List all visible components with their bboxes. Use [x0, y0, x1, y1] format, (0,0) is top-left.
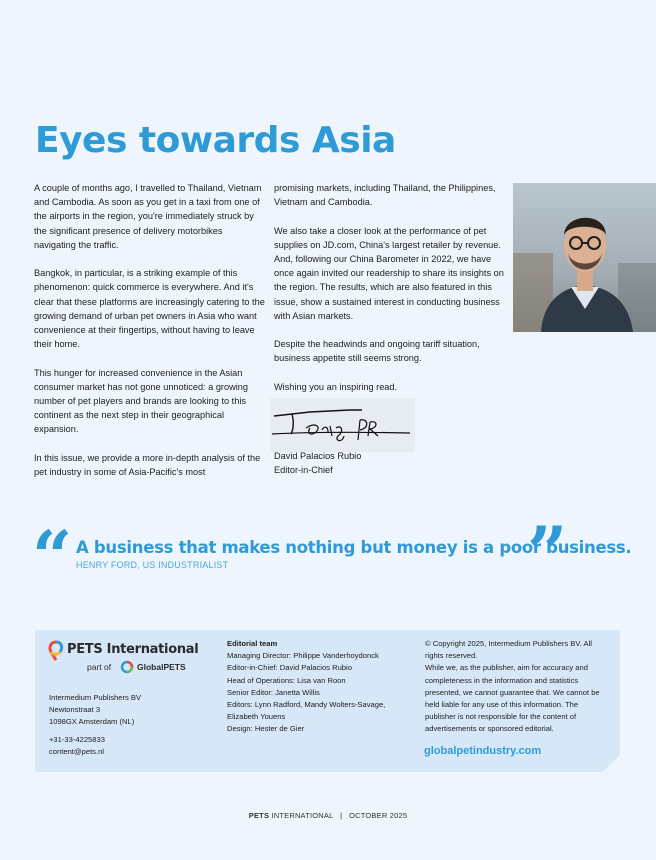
pets-international-logo: [47, 640, 207, 680]
address-line: Intermedium Publishers BV: [49, 693, 142, 702]
paragraph: Despite the headwinds and ongoing tariff situation, business appetite still seems strong.: [274, 339, 480, 364]
logo-wordmark: PETS International: [67, 642, 199, 657]
paragraph: promising markets, including Thailand, the Philippines, Vietnam and Cambodia.: [274, 183, 496, 208]
phone-number: +31-33-4225833: [49, 734, 105, 744]
logo-partof: part of: [87, 662, 112, 672]
editorial-line: Managing Director: Philippe Vanderhoydonck: [227, 651, 379, 661]
logo-partner: GlobalPETS: [137, 662, 186, 672]
editorial-heading: Editorial team: [227, 639, 278, 648]
paragraph: A couple of months ago, I travelled to Thailand, Vietnam and Cambodia. As soon as you get in a taxi from one of the airports in the region, you're immediately struck by the significant presence of delivery motorbikes navigating the traffic.: [34, 183, 262, 250]
paragraph: Wishing you an inspiring read.: [274, 381, 398, 392]
footer-issue: OCTOBER 2025: [349, 811, 408, 820]
article-column-2: [274, 181, 506, 408]
editorial-team: [227, 638, 412, 736]
address-line: 1098GX Amsterdam (NL): [49, 717, 135, 727]
editorial-line: Editors: Lynn Radford, Mandy Wolters-Savage, Elizabeth Youens: [227, 700, 386, 722]
address-line: Newtonstraat 3: [49, 705, 101, 715]
quote-author: HENRY FORD, US INDUSTRIALIST: [76, 560, 229, 570]
author-photo: [513, 183, 656, 332]
author-role: Editor-in-Chief: [274, 465, 333, 476]
publisher-contact: [49, 692, 141, 758]
close-quote-icon: ”: [527, 511, 568, 594]
paragraph: Bangkok, in particular, is a striking example of this phenomenon: quick commerce is everywhere. And it's clear that these platforms are increasingly catering to the growing demand of urban pet owners in Asia who want convenience at their fingertips, without having to leave their home.: [34, 268, 265, 350]
globalpets-icon: [120, 660, 134, 674]
email-address: content@pets.nl: [49, 746, 104, 756]
author-signoff: [274, 449, 361, 477]
footer-separator: |: [340, 811, 343, 820]
disclaimer: While we, as the publisher, aim for accuracy and completeness in the information and statistics presented, we cannot guarantee that. We cannot be held liable for any use of this information. The publisher is not responsible for the content of advertisements or sponsored editorial.: [425, 663, 600, 734]
website-link[interactable]: globalpetindustry.com: [424, 745, 542, 757]
editorial-line: Editor-in-Chief: David Palacios Rubio: [227, 663, 352, 673]
pull-quote: A business that makes nothing but money is a poor business.: [76, 538, 632, 557]
editorial-line: Head of Operations: Lisa van Roon: [227, 675, 346, 685]
article-title: Eyes towards Asia: [35, 120, 396, 161]
paragraph: This hunger for increased convenience in the Asian consumer market has not gone unnoticed: a growing number of pet players and brands are looking to this continent as the next step in their geographical expansion.: [34, 367, 248, 435]
editorial-line: Senior Editor: Janetta Willis: [227, 687, 320, 697]
page-footer: [0, 811, 656, 820]
article-column-1: [34, 181, 266, 493]
signature-image: [270, 398, 415, 452]
footer-brand: INTERNATIONAL: [269, 811, 334, 820]
author-name: David Palacios Rubio: [274, 451, 362, 461]
copyright-notice: [425, 638, 610, 736]
paragraph: We also take a closer look at the performance of pet supplies on JD.com, China's largest retailer by revenue. And, following our China Barometer in 2022, we have once again invited our readership to share its insights on the region. The results, which are also featured in this issue, show a sustained interest in conducting business with Asian markets.: [274, 225, 504, 321]
editorial-line: Design: Hester de Gier: [227, 724, 305, 734]
paragraph: In this issue, we provide a more in-depth analysis of the pet industry in some of Asia-Pacific's most: [34, 452, 261, 478]
copyright-line: © Copyright 2025, Intermedium Publishers BV. All rights reserved.: [425, 639, 592, 661]
open-quote-icon: “: [32, 515, 73, 598]
footer-brand-bold: PETS: [248, 811, 270, 820]
